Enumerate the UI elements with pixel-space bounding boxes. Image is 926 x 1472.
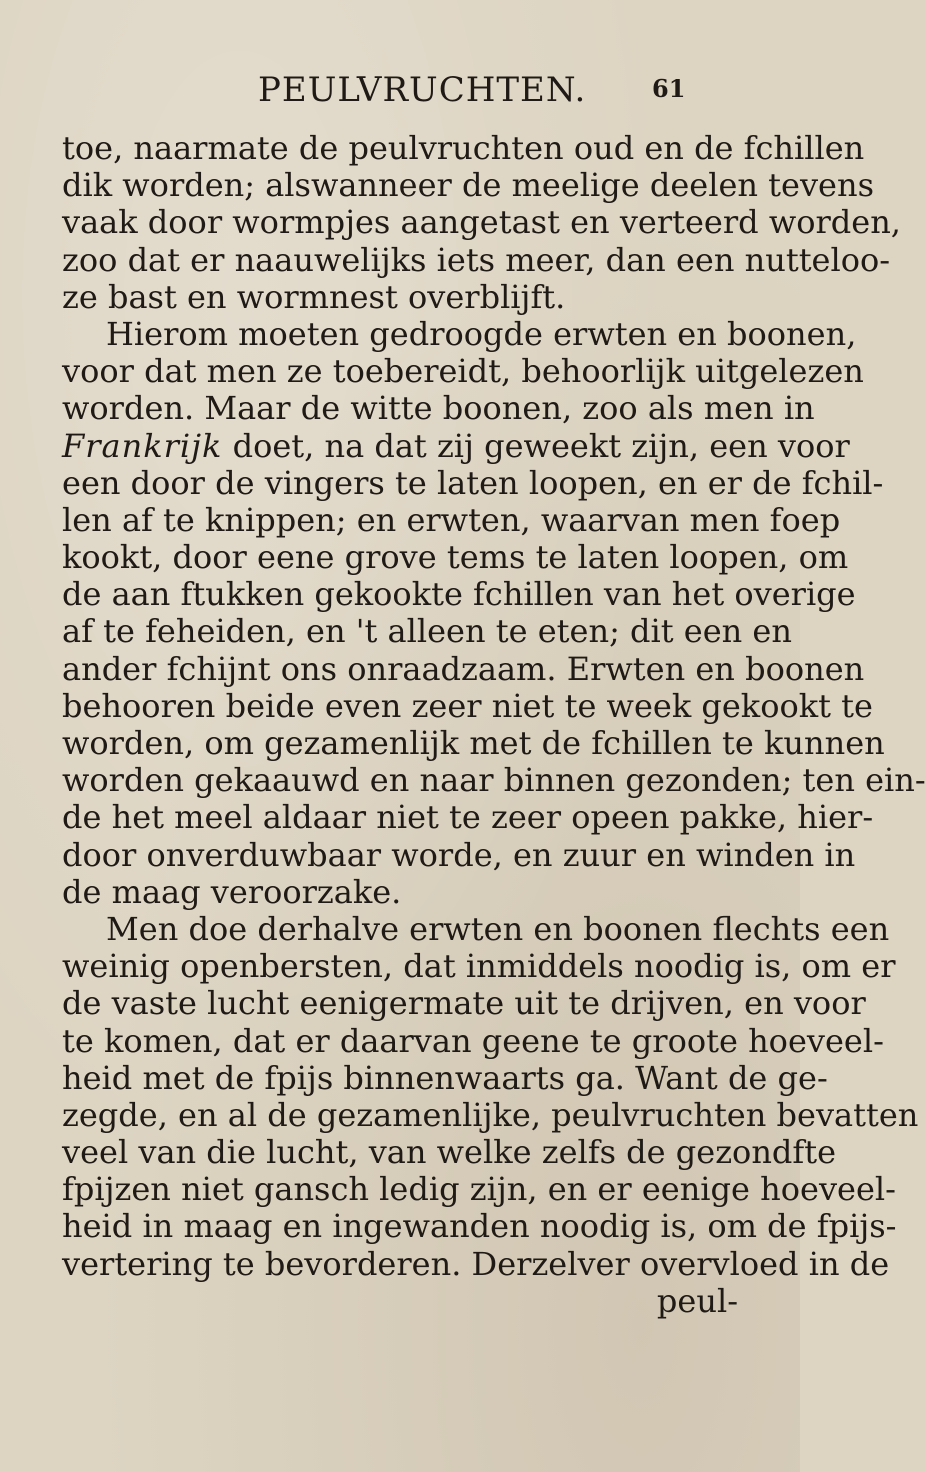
- text-body: [62, 129, 926, 1320]
- catchword: peul-: [656, 1281, 738, 1320]
- page-number: 61: [652, 74, 686, 103]
- text-line: kookt, door eene grove tems te laten loopen, om: [62, 538, 849, 577]
- italic-word: Frankrijk: [62, 426, 223, 465]
- text-line: toe, naarmate de peulvruchten oud en de fchillen: [62, 129, 865, 167]
- text-line: ze bast en wormnest overblijft.: [62, 277, 566, 316]
- running-head: PEULVRUCHTEN.: [258, 70, 587, 110]
- text-line: fpijzen niet gansch ledig zijn, en er eenige hoeveel-: [62, 1170, 896, 1209]
- text-line: ander fchijnt ons onraadzaam. Erwten en boonen: [62, 649, 865, 688]
- text-line: voor dat men ze toebereidt, behoorlijk uitgelezen: [62, 352, 864, 391]
- text-line: vaak door wormpjes aangetast en verteerd worden,: [62, 203, 901, 242]
- text-line-italic-start: [62, 426, 850, 465]
- text-line: veel van die lucht, van welke zelfs de gezondfte: [62, 1133, 837, 1172]
- page-header: [0, 70, 800, 110]
- text-line: af te feheiden, en 't alleen te eten; dit een en: [62, 612, 792, 651]
- text-line: de het meel aldaar niet te zeer opeen pakke, hier-: [62, 798, 874, 837]
- text-line: worden, om gezamenlijk met de fchillen te kunnen: [62, 724, 885, 762]
- text-line: behooren beide even zeer niet te week gekookt te: [62, 686, 873, 725]
- text-line: vertering te bevorderen. Derzelver overvloed in de: [62, 1244, 890, 1283]
- text-line: heid met de fpijs binnenwaarts ga. Want de ge-: [62, 1058, 828, 1097]
- text-line: een door de vingers te laten loopen, en er de fchil-: [62, 463, 884, 502]
- text-line: de aan ftukken gekookte fchillen van het overige: [62, 575, 856, 614]
- text-line-rest: doet, na dat zij geweekt zijn, een voor: [222, 426, 850, 465]
- text-line: weinig openbersten, dat inmiddels noodig is, om er: [62, 947, 896, 986]
- text-line: Men doe derhalve erwten en boonen flechts een: [106, 909, 890, 948]
- text-line: door onverduwbaar worde, en zuur en winden in: [62, 835, 856, 874]
- text-line: de vaste lucht eenigermate uit te drijven, en voor: [62, 984, 866, 1023]
- text-line: Hierom moeten gedroogde erwten en boonen,: [106, 314, 857, 353]
- text-line: de maag veroorzake.: [62, 872, 402, 911]
- text-line: worden gekaauwd en naar binnen gezonden; ten ein-: [62, 761, 926, 800]
- text-line: te komen, dat er daarvan geene te groote hoeveel-: [62, 1021, 884, 1060]
- text-line: zoo dat er naauwelijks iets meer, dan een nutteloo-: [62, 240, 891, 279]
- text-line: worden. Maar de witte boonen, zoo als men in: [62, 389, 815, 428]
- text-line: zegde, en al de gezamenlijke, peulvruchten bevatten: [62, 1095, 919, 1134]
- text-line: heid in maag en ingewanden noodig is, om de fpijs-: [62, 1207, 897, 1246]
- text-line: dik worden; alswanneer de meelige deelen tevens: [62, 166, 875, 205]
- text-line: len af te knippen; en erwten, waarvan men foep: [62, 500, 841, 539]
